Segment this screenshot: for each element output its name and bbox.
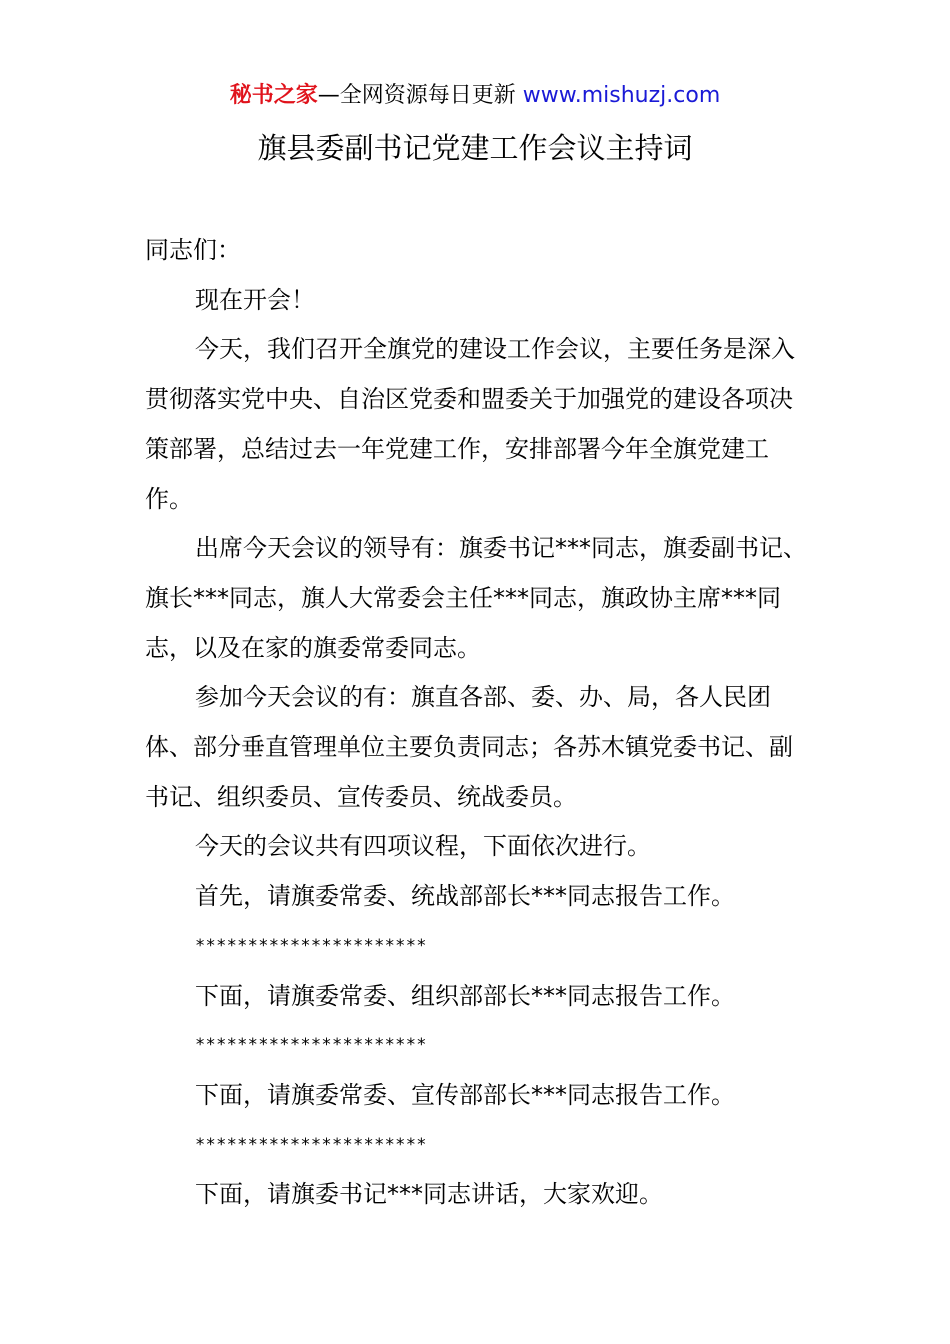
salutation: 同志们： [145, 236, 241, 264]
header-tagline: —全网资源每日更新 [317, 83, 516, 108]
document-title: 旗县委副书记党建工作会议主持词 [257, 131, 693, 165]
paragraph-agenda-item-2: 下面，请旗委常委、组织部部长***同志报告工作。 [195, 981, 735, 1010]
paragraph-purpose: 今天，我们召开全旗党的建设工作会议，主要任务是深入贯彻落实党中央、自治区党委和盟委关于加强党的建设各项决策部署，总结过去一年党建工作，安排部署今年全旗党建工作。 [145, 335, 795, 513]
site-header [0, 80, 950, 112]
brand-name: 秘书之家 [229, 83, 318, 108]
paragraph-attending-leaders: 出席今天会议的领导有：旗委书记***同志，旗委副书记、旗长***同志，旗人大常委会主任***同志，旗政协主席***同志，以及在家的旗委常委同志。 [145, 534, 807, 662]
placeholder-asterisks: ********************** [195, 935, 427, 956]
paragraph-opening: 现在开会！ [195, 285, 315, 314]
document-body [145, 226, 810, 1220]
paragraph-agenda: 今天的会议共有四项议程，下面依次进行。 [195, 832, 651, 861]
paragraph-agenda-item-4: 下面，请旗委书记***同志讲话，大家欢迎。 [195, 1180, 663, 1209]
placeholder-asterisks: ********************** [195, 1134, 427, 1155]
placeholder-asterisks: ********************** [195, 1035, 427, 1056]
paragraph-participants: 参加今天会议的有：旗直各部、委、办、局，各人民团体、部分垂直管理单位主要负责同志；各苏木镇党委书记、副书记、组织委员、宣传委员、统战委员。 [145, 683, 793, 811]
paragraph-agenda-item-3: 下面，请旗委常委、宣传部部长***同志报告工作。 [195, 1080, 735, 1109]
site-url-link[interactable]: www.mishuzj.com [522, 83, 721, 108]
paragraph-agenda-item-1: 首先，请旗委常委、统战部部长***同志报告工作。 [195, 882, 735, 911]
